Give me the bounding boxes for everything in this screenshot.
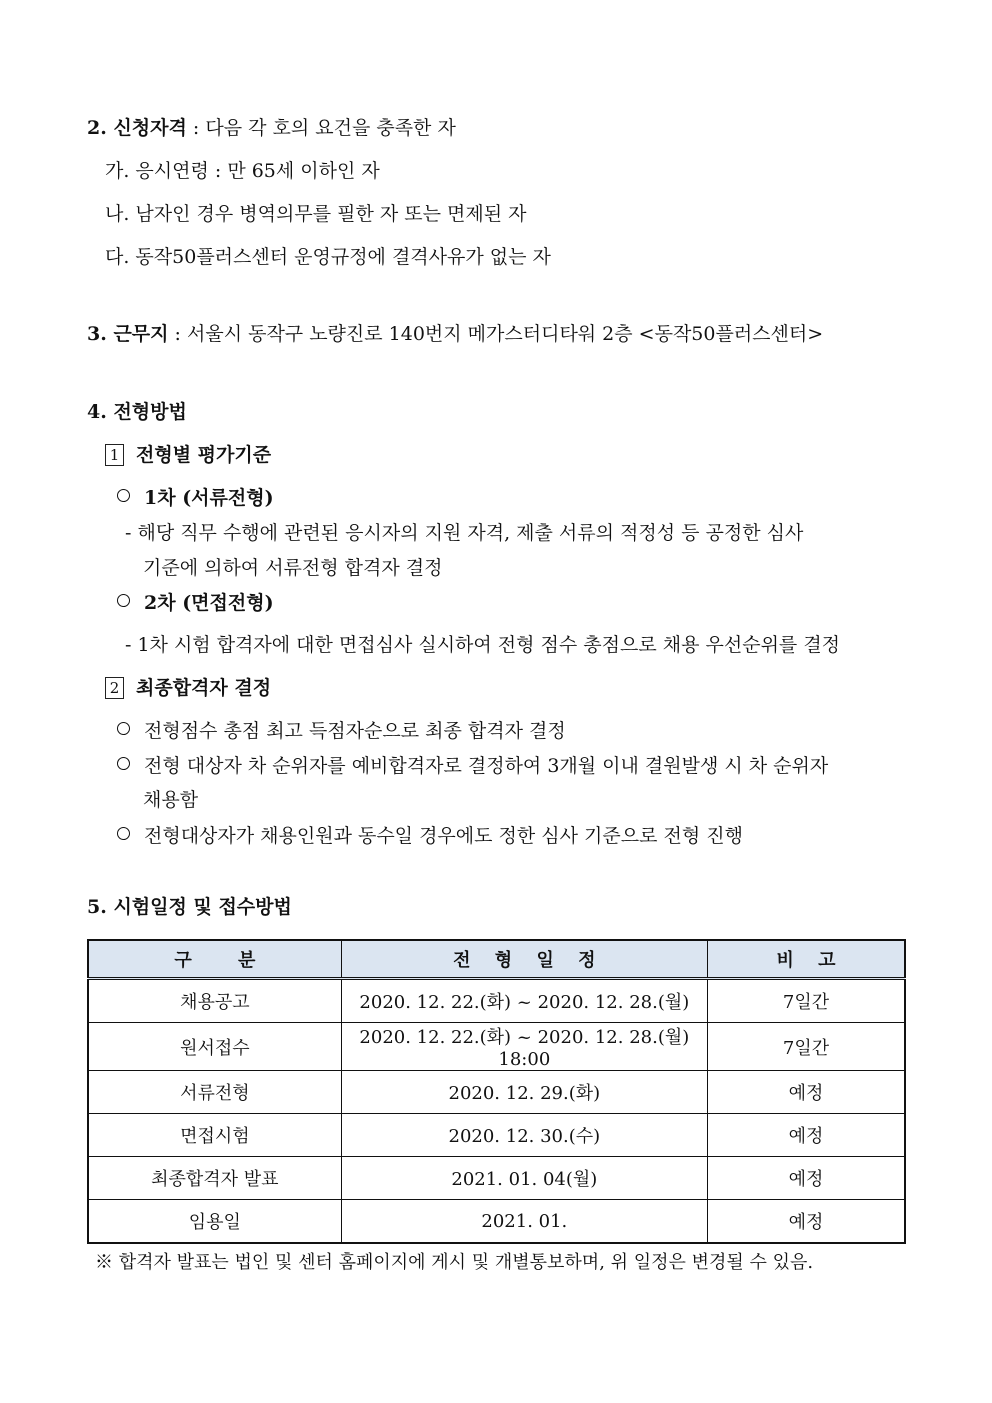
row-note: 7일간	[707, 979, 905, 1023]
section-2-title: 2. 신청자격	[87, 117, 187, 139]
section-3-heading	[87, 322, 823, 346]
row-note: 예정	[707, 1157, 905, 1200]
row-note: 예정	[707, 1114, 905, 1157]
circle-bullet-icon	[117, 594, 130, 607]
subsection-evaluation-criteria	[105, 443, 271, 467]
circle-bullet-icon	[117, 722, 130, 735]
row-category: 면접시험	[88, 1114, 341, 1157]
final-item	[117, 754, 828, 778]
row-schedule: 2020. 12. 22.(화) ~ 2020. 12. 28.(월) 18:00	[341, 1023, 707, 1071]
row-category: 서류전형	[88, 1071, 341, 1114]
box-number: 2	[105, 677, 124, 699]
section-2-desc: : 다음 각 호의 요건을 충족한 자	[186, 117, 456, 139]
table-row	[88, 979, 905, 1023]
box-number: 1	[105, 444, 124, 466]
final-item-text: 전형대상자가 채용인원과 동수일 경우에도 정한 심사 기준으로 전형 진행	[144, 825, 743, 847]
circle-bullet-icon	[117, 757, 130, 770]
row-note: 예정	[707, 1200, 905, 1244]
section-4-title: 4. 전형방법	[87, 401, 187, 423]
subsection-title: 전형별 평가기준	[136, 444, 272, 466]
section-5-title: 5. 시험일정 및 접수방법	[87, 896, 292, 918]
row-schedule: 2020. 12. 29.(화)	[341, 1071, 707, 1114]
header-note: 비 고	[707, 940, 905, 979]
row-schedule: 2020. 12. 22.(화) ~ 2020. 12. 28.(월)	[341, 979, 707, 1023]
subsection-final-decision	[105, 676, 271, 700]
final-item-cont: 채용함	[143, 789, 199, 811]
stage-1-desc: - 해당 직무 수행에 관련된 응시자의 지원 자격, 제출 서류의 적정성 등 공정한 심사	[125, 522, 804, 544]
stage-1-desc-cont: 기준에 의하여 서류전형 합격자 결정	[143, 557, 443, 579]
circle-bullet-icon	[117, 827, 130, 840]
row-category: 원서접수	[88, 1023, 341, 1071]
table-row	[88, 1114, 905, 1157]
schedule-table	[87, 939, 906, 1244]
row-note: 7일간	[707, 1023, 905, 1071]
row-category: 채용공고	[88, 979, 341, 1023]
row-category: 최종합격자 발표	[88, 1157, 341, 1200]
final-item	[117, 824, 743, 848]
table-row	[88, 1200, 905, 1244]
eligibility-item: 가. 응시연령 : 만 65세 이하인 자	[105, 160, 380, 182]
row-schedule: 2020. 12. 30.(수)	[341, 1114, 707, 1157]
table-row	[88, 1023, 905, 1071]
final-item	[117, 719, 566, 743]
stage-1-title: 1차 (서류전형)	[144, 487, 274, 509]
final-item-text: 전형점수 총점 최고 득점자순으로 최종 합격자 결정	[144, 720, 566, 742]
row-note: 예정	[707, 1071, 905, 1114]
row-schedule: 2021. 01. 04(월)	[341, 1157, 707, 1200]
stage-2-heading	[117, 591, 274, 615]
table-footnote: ※ 합격자 발표는 법인 및 센터 홈페이지에 게시 및 개별통보하며, 위 일정은 변경될 수 있음.	[95, 1252, 814, 1273]
stage-1-heading	[117, 486, 274, 510]
section-3-title: 3. 근무지	[87, 323, 169, 345]
table-header-row	[88, 940, 905, 979]
circle-bullet-icon	[117, 489, 130, 502]
row-category: 임용일	[88, 1200, 341, 1244]
row-schedule: 2021. 01.	[341, 1200, 707, 1244]
header-schedule: 전 형 일 정	[341, 940, 707, 979]
stage-2-title: 2차 (면접전형)	[144, 592, 274, 614]
header-category: 구 분	[88, 940, 341, 979]
table-row	[88, 1071, 905, 1114]
table-row	[88, 1157, 905, 1200]
eligibility-item: 다. 동작50플러스센터 운영규정에 결격사유가 없는 자	[105, 246, 551, 268]
workplace-address: : 서울시 동작구 노량진로 140번지 메가스터디타워 2층 <동작50플러스센터>	[168, 323, 824, 345]
subsection-title: 최종합격자 결정	[136, 677, 272, 699]
final-item-text: 전형 대상자 차 순위자를 예비합격자로 결정하여 3개월 이내 결원발생 시 차 순위자	[144, 755, 829, 777]
eligibility-item: 나. 남자인 경우 병역의무를 필한 자 또는 면제된 자	[105, 203, 527, 225]
section-2-heading	[87, 116, 456, 140]
stage-2-desc: - 1차 시험 합격자에 대한 면접심사 실시하여 전형 점수 총점으로 채용 우선순위를 결정	[125, 634, 841, 656]
